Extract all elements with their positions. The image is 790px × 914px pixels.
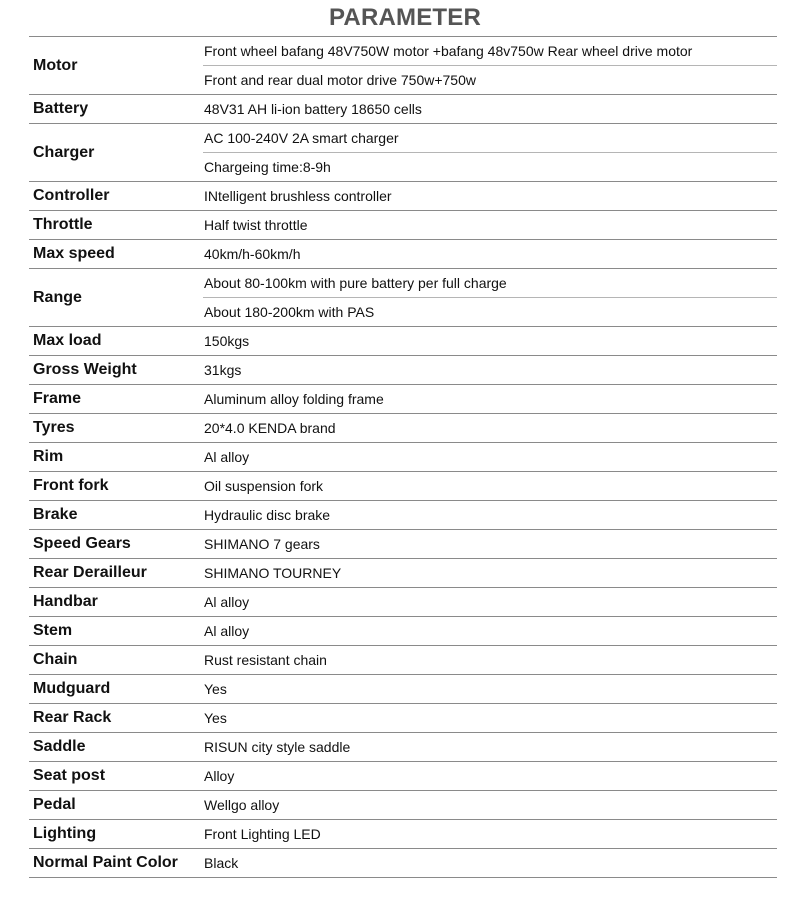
row-value: 48V31 AH li-ion battery 18650 cells	[204, 101, 422, 117]
row-values	[203, 472, 777, 500]
row-label: Speed Gears	[33, 535, 131, 552]
row-values	[203, 733, 777, 761]
row-label: Front fork	[33, 477, 109, 494]
row-value: Al alloy	[204, 449, 250, 465]
row-value: AC 100-240V 2A smart charger	[204, 130, 399, 146]
row-values	[203, 95, 777, 123]
row-label: Pedal	[33, 796, 76, 813]
row-label: Max load	[33, 332, 102, 349]
row-value: SHIMANO 7 gears	[204, 536, 320, 552]
row-label: Controller	[33, 187, 110, 204]
row-value: INtelligent brushless controller	[204, 188, 392, 204]
row-values	[203, 443, 777, 471]
table-row	[29, 704, 777, 733]
row-value: Yes	[204, 710, 227, 726]
row-label: Seat post	[33, 767, 106, 784]
table-row	[29, 240, 777, 269]
row-value: Alloy	[204, 768, 235, 784]
row-values	[203, 182, 777, 210]
row-label: Normal Paint Color	[33, 854, 178, 871]
row-values	[203, 414, 777, 442]
table-row	[29, 269, 777, 327]
row-values	[203, 559, 777, 587]
row-label: Mudguard	[33, 680, 111, 697]
table-row	[29, 327, 777, 356]
row-values	[203, 820, 777, 848]
row-values	[203, 269, 777, 326]
table-row	[29, 182, 777, 211]
row-values	[203, 762, 777, 790]
table-row	[29, 559, 777, 588]
table-row	[29, 675, 777, 704]
row-label: Handbar	[33, 593, 98, 610]
table-row	[29, 37, 777, 95]
row-label: Gross Weight	[33, 361, 137, 378]
row-label: Rear Derailleur	[33, 564, 147, 581]
row-value: Yes	[204, 681, 227, 697]
row-value: 20*4.0 KENDA brand	[204, 420, 336, 436]
row-values	[203, 37, 777, 94]
table-row	[29, 733, 777, 762]
row-value: Chargeing time:8-9h	[203, 152, 777, 181]
row-value: Black	[204, 855, 239, 871]
row-values	[203, 588, 777, 616]
row-values	[203, 385, 777, 413]
row-value: Oil suspension fork	[204, 478, 324, 494]
table-row	[29, 124, 777, 182]
row-label: Charger	[33, 143, 95, 161]
row-value: Hydraulic disc brake	[204, 507, 331, 523]
table-row	[29, 414, 777, 443]
row-value: Al alloy	[204, 623, 250, 639]
row-values	[203, 646, 777, 674]
table-row	[29, 501, 777, 530]
table-row	[29, 791, 777, 820]
table-row	[29, 211, 777, 240]
row-label: Brake	[33, 506, 78, 523]
row-label: Frame	[33, 390, 82, 407]
row-values	[203, 327, 777, 355]
row-label: Lighting	[33, 825, 97, 842]
row-value: RISUN city style saddle	[204, 739, 351, 755]
table-row	[29, 530, 777, 559]
table-row	[29, 385, 777, 414]
table-row	[29, 472, 777, 501]
row-value: 150kgs	[204, 333, 250, 349]
row-value: Front Lighting LED	[204, 826, 321, 842]
table-row	[29, 95, 777, 124]
row-value: SHIMANO TOURNEY	[204, 565, 342, 581]
row-label: Motor	[33, 56, 78, 74]
table-row	[29, 646, 777, 675]
table-row	[29, 356, 777, 385]
row-values	[203, 356, 777, 384]
row-label: Chain	[33, 651, 78, 668]
row-value: Al alloy	[204, 594, 250, 610]
row-label: Stem	[33, 622, 73, 639]
row-value: 40km/h-60km/h	[204, 246, 301, 262]
table-row	[29, 849, 777, 878]
row-value: Front wheel bafang 48V750W motor +bafang 48v750w Rear wheel drive motor	[204, 43, 693, 59]
row-label: Rear Rack	[33, 709, 112, 726]
row-values	[203, 501, 777, 529]
row-label: Rim	[33, 448, 64, 465]
row-label: Range	[33, 288, 82, 306]
row-label: Throttle	[33, 216, 93, 233]
row-label: Saddle	[33, 738, 86, 755]
table-row	[29, 820, 777, 849]
row-values	[203, 240, 777, 268]
page-title: PARAMETER	[328, 4, 482, 31]
row-value: 31kgs	[204, 362, 242, 378]
row-value: Half twist throttle	[204, 217, 308, 233]
row-value: About 80-100km with pure battery per full charge	[204, 275, 507, 291]
row-value: Aluminum alloy folding frame	[204, 391, 384, 407]
table-row	[29, 762, 777, 791]
row-values	[203, 530, 777, 558]
row-label: Tyres	[33, 419, 75, 436]
row-value: Rust resistant chain	[204, 652, 327, 668]
row-values	[203, 704, 777, 732]
table-row	[29, 617, 777, 646]
table-row	[29, 443, 777, 472]
row-value: Wellgo alloy	[204, 797, 280, 813]
row-label: Battery	[33, 100, 89, 117]
row-values	[203, 791, 777, 819]
parameter-table	[29, 36, 777, 878]
row-value: Front and rear dual motor drive 750w+750w	[203, 65, 777, 94]
row-label: Max speed	[33, 245, 115, 262]
table-row	[29, 588, 777, 617]
row-values	[203, 675, 777, 703]
row-values	[203, 124, 777, 181]
row-values	[203, 211, 777, 239]
row-values	[203, 617, 777, 645]
row-values	[203, 849, 777, 877]
row-value: About 180-200km with PAS	[203, 297, 777, 326]
